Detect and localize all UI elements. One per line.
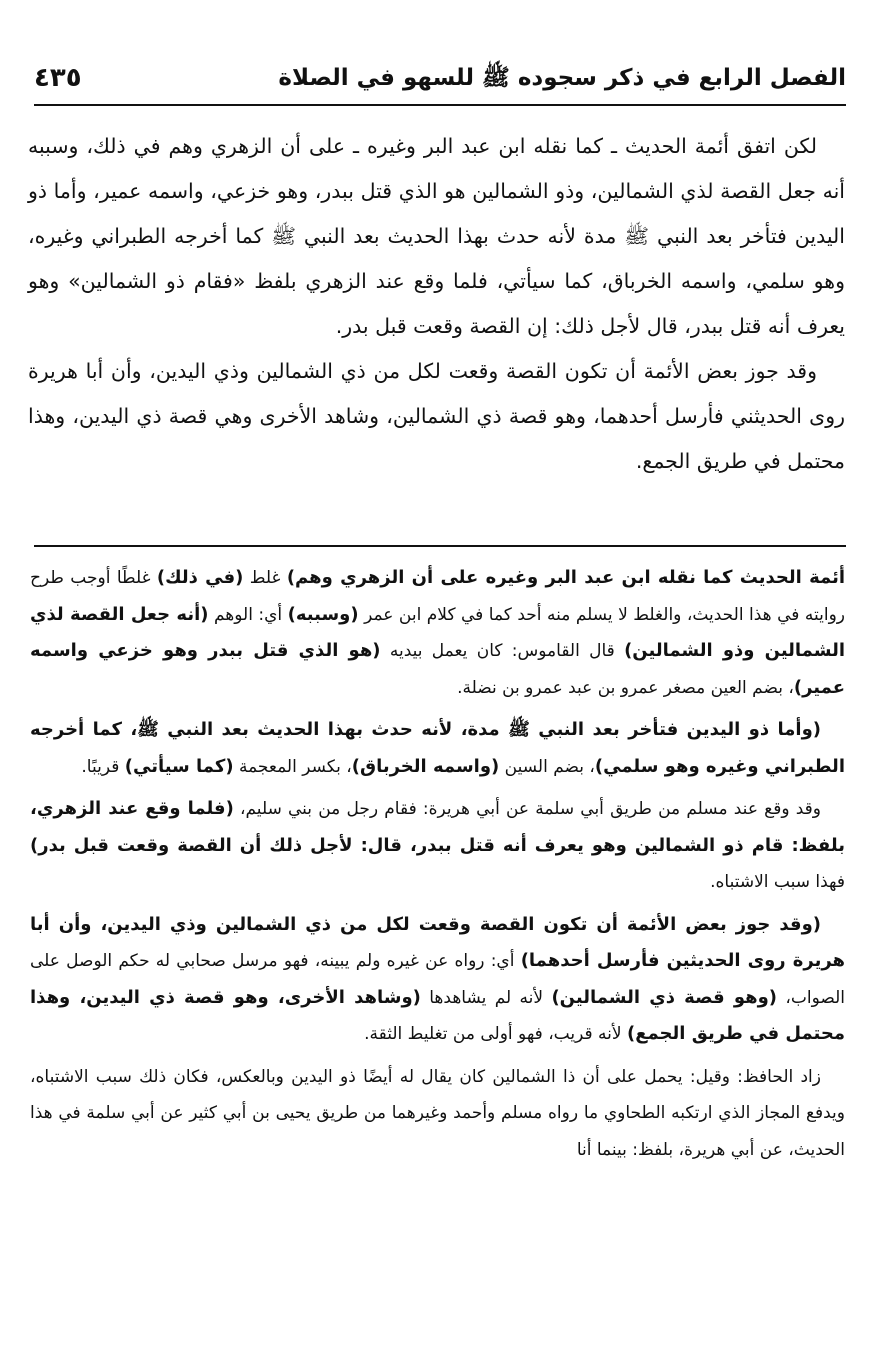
quoted-text: (وسببه) [287,603,359,625]
commentary-text: لأنه لم يشاهدها [420,987,552,1008]
running-header [34,58,846,102]
commentary-text: فهذا سبب الاشتباه. [710,872,845,892]
commentary-text: زاد الحافظ: وقيل: يحمل على أن ذا الشمالين كان يقال له أيضًا ذو اليدين وبالعكس، فكان ذلك سبب الاشتباه، ويدفع المجاز الذي ارتكبه الطحاوي ما رواه مسلم وأحمد وغيرهما من طريق يحيى بن أبي كثير عن أبي سلمة في هذا الحديث، عن أبي هريرة، بلفظ: بينما أنا [30,1066,845,1160]
commentary-divider [34,545,846,547]
quoted-text: (وأما ذو اليدين فتأخر بعد النبي ﷺ مدة، لأنه حدث بهذا الحديث بعد النبي ﷺ، كما أخرجه الطبراني وغيره وهو سلمي) [30,719,845,777]
commentary-text: غلطًا أوجب طرح روايته في هذا الحديث، والغلط لا يسلم منه أحد كما في كلام ابن عمر [30,568,846,625]
commentary-text: أي: الوهم [208,604,288,625]
quoted-text: (وقد جوز بعض الأئمة أن تكون القصة وقعت لكل من ذي الشمالين وذي اليدين، وأن أبا هريرة روى الحديثين فأرسل أحدهما) [30,913,845,971]
commentary-paragraph-4 [30,907,845,1053]
commentary-paragraph-1 [30,560,845,706]
commentary-text: قال القاموس: كان يعمل بيديه [380,641,625,661]
quoted-text: (واسمه الخرباق) [351,755,500,777]
quoted-text: أئمة الحديث كما نقله ابن عبد البر وغيره على أن الزهري وهم) [286,567,846,588]
quoted-text: (هو الذي قتل ببدر وهو خزعي واسمه عمير) [30,640,845,698]
page-number: ٤٣٥ [34,63,82,93]
quoted-text: (أنه جعل القصة لذي الشمالين وذو الشمالين) [30,603,845,661]
commentary-text: ، بضم العين مصغر عمرو بن عبد عمرو بن نضلة. [457,677,794,698]
commentary [30,560,845,1174]
quoted-text: (في ذلك) [156,567,244,588]
commentary-paragraph-3 [30,791,845,901]
commentary-text: أي: رواه عن غيره ولم يبينه، فهو مرسل صحابي له حكم الوصل على الصواب، [30,951,846,1008]
quoted-text: (وشاهد الأخرى، وهو قصة ذي اليدين، وهذا محتمل في طريق الجمع) [30,986,845,1044]
commentary-paragraph-5 [30,1059,845,1169]
main-paragraph-1: لكن اتفق أئمة الحديث ـ كما نقله ابن عبد البر وغيره ـ على أن الزهري وهم في ذلك، وسببه أنه جعل القصة لذي الشمالين، وذو الشمالين هو الذي قتل ببدر، وهو خزعي، واسمه عمير، وأما ذو اليدين فتأخر بعد النبي ﷺ مدة لأنه حدث بهذا الحديث بعد النبي ﷺ كما أخرجه الطبراني وغيره، وهو سلمي، واسمه الخرباق، كما سيأتي، فلما وقع عند الزهري بلفظ «فقام ذو الشمالين» وهو يعرف أنه قتل ببدر، قال لأجل ذلك: إن القصة وقعت قبل بدر. [28,134,845,338]
quoted-text: (وهو قصة ذي الشمالين) [551,986,778,1008]
commentary-text: لأنه قريب، فهو أولى من تغليط الثقة. [364,1024,627,1044]
commentary-paragraph-2 [30,712,845,785]
header-divider [34,104,846,106]
main-text [28,124,845,484]
quoted-text: (كما سيأتي) [124,755,234,777]
chapter-title: الفصل الرابع في ذكر سجوده ﷺ للسهو في الصلاة [278,65,846,91]
commentary-text: قريبًا. [81,756,125,777]
commentary-text: غلط [243,568,287,588]
commentary-text: وقد وقع عند مسلم من طريق أبي سلمة عن أبي هريرة: فقام رجل من بني سليم، [233,799,821,819]
main-paragraph-2: وقد جوز بعض الأئمة أن تكون القصة وقعت لكل من ذي الشمالين وذي اليدين، وأن أبا هريرة روى الحديثني فأرسل أحدهما، وهو قصة ذي الشمالين، وشاهد الأخرى وهي قصة ذي اليدين، وهذا محتمل في طريق الجمع. [28,359,845,473]
commentary-text: ، بضم السين [499,756,595,777]
quoted-text: (فلما وقع عند الزهري، بلفظ: قام ذو الشمالين وهو يعرف أنه قتل ببدر، قال: لأجل ذلك أن القصة وقعت قبل بدر) [30,798,845,856]
commentary-text: ، بكسر المعجمة [233,756,352,777]
